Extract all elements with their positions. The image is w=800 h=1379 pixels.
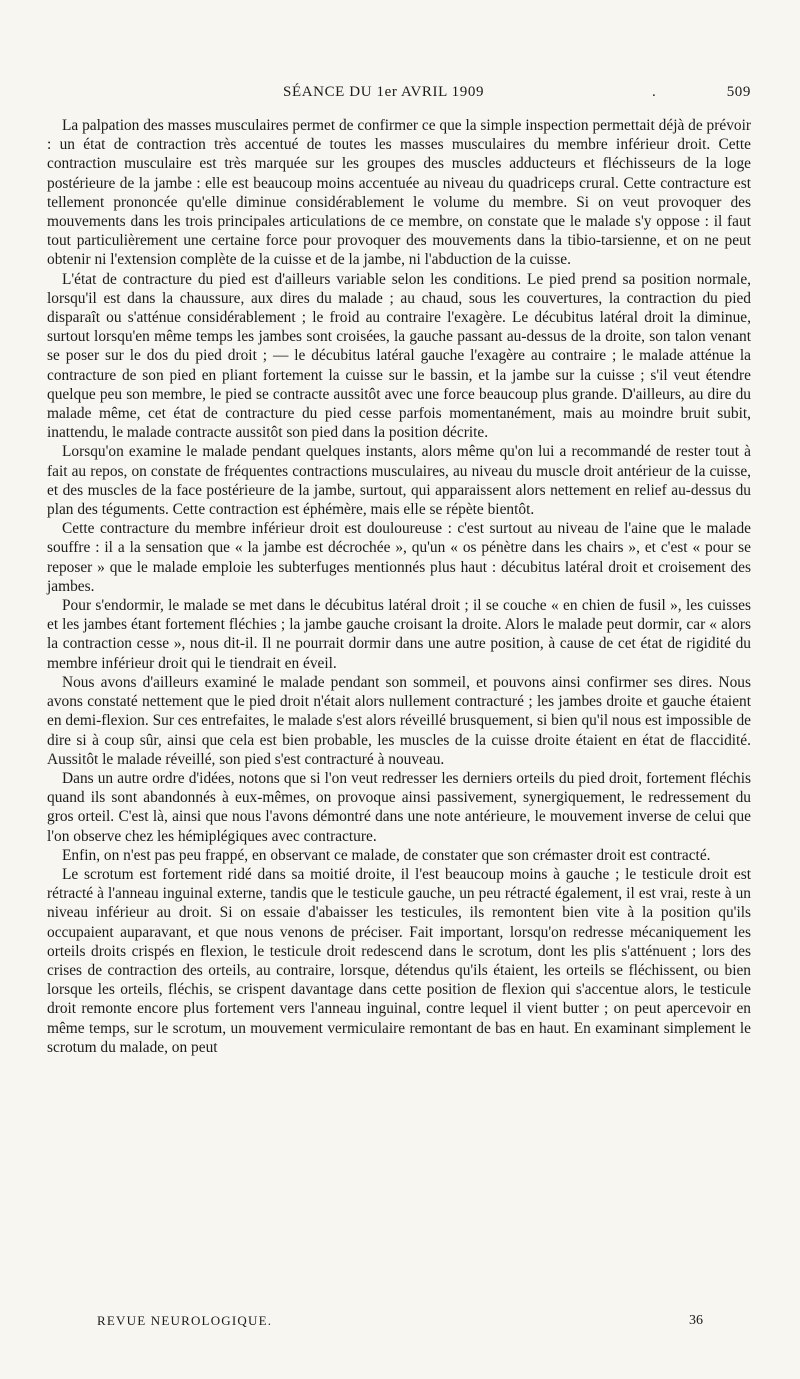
page-number: 509	[726, 84, 751, 100]
paragraph: Cette contracture du membre inférieur droit est douloureuse : c'est surtout au niveau de l'aine que le malade souffre : il a la sensation que « la jambe est décrochée », qu'un « os pénètre dans les chairs », et c'est « pour se reposer » que le malade emploie les subterfuges mentionnés plus haut : décubitus latéral droit et croisement des jambes.	[47, 520, 751, 595]
body-text	[47, 116, 751, 1057]
paragraph: Le scrotum est fortement ridé dans sa moitié droite, il l'est beaucoup moins à gauche ; le testicule droit est rétracté à l'anneau inguinal externe, tandis que le testicule gauche, un peu rétracté également, il est vrai, reste à un niveau inférieur au droit. Si on essaie d'abaisser les testicules, ils remontent bien vite à la position qu'ils occupaient auparavant, et que nous venons de préciser. Fait important, lorsqu'on redresse mécaniquement les orteils droits crispés en flexion, le testicule droit redescend dans le scrotum, dont les plis s'atténuent ; lors des crises de contraction des orteils, au contraire, lorsque, détendus qu'ils étaient, les orteils se fléchissent, ou bien lorsque les orteils, fléchis, se crispent davantage dans cette position de flexion qui s'accentue alors, le testicule droit remonte encore plus fortement vers l'anneau inguinal, contre lequel il vient butter ; on peut apercevoir en même temps, sur le scrotum, un mouvement vermiculaire remontant de bas en haut. En examinant simplement le scrotum du malade, on peut	[47, 865, 751, 1056]
page-footer	[97, 1313, 751, 1329]
paragraph: L'état de contracture du pied est d'ailleurs variable selon les conditions. Le pied prend sa position normale, lorsqu'il est dans la chaussure, aux dires du malade ; au chaud, sous les couvertures, la contraction du pied disparaît ou s'atténue considérablement ; le froid au contraire l'exagère. Le décubitus latéral droit la diminue, surtout lorsqu'en même temps les jambes sont croisées, la gauche passant au-dessus de la droite, son talon venant se poser sur le dos du pied droit ; — le décubitus latéral gauche l'exagère au contraire ; le malade atténue la contracture de son pied en pliant fortement la cuisse sur le bassin, et la jambe sur la cuisse ; s'il veut étendre quelque peu son membre, le pied se contracte aussitôt avec une force beaucoup plus grande. D'ailleurs, au dire du malade même, cet état de contracture du pied cesse parfois momentanément, mais au moindre bruit subit, inattendu, le malade contracte aussitôt son pied dans la position décrite.	[47, 270, 751, 442]
running-header	[47, 84, 751, 108]
paragraph: La palpation des masses musculaires permet de confirmer ce que la simple inspection permettait déjà de prévoir : un état de contraction très accentué de toutes les masses musculaires du membre inférieur droit. Cette contraction musculaire est très marquée sur les groupes des muscles adducteurs et fléchisseurs de la loge postérieure de la jambe : elle est beaucoup moins accentuée au niveau du quadriceps crural. Cette contracture est tellement prononcée qu'elle diminue considérablement le volume du membre. Si on veut provoquer des mouvements dans les trois principales articulations de ce membre, on constate que le malade s'y oppose : il faut tout particulièrement une certaine force pour provoquer des mouvements dans la tibio-tarsienne, et on ne peut obtenir ni l'extension complète de la cuisse et de la jambe, ni l'abduction de la cuisse.	[47, 117, 751, 269]
journal-name: REVUE NEUROLOGIQUE.	[97, 1313, 273, 1328]
paragraph: Enfin, on n'est pas peu frappé, en observant ce malade, de constater que son crémaster droit est contracté.	[62, 846, 711, 864]
signature-mark: 36	[689, 1313, 703, 1328]
paragraph: Nous avons d'ailleurs examiné le malade pendant son sommeil, et pouvons ainsi confirmer ses dires. Nous avons constaté nettement que le pied droit n'était alors nullement contracturé ; les jambes droite et gauche étaient en demi-flexion. Sur ces entrefaites, le malade s'est alors réveillé brusquement, si bien qu'il nous est impossible de dire si à coup sûr, ainsi que cela est bien probable, les muscles de la cuisse droite étaient en état de flaccidité. Aussitôt le malade réveillé, son pied s'est contracturé à nouveau.	[47, 673, 751, 768]
paragraph: Pour s'endormir, le malade se met dans le décubitus latéral droit ; il se couche « en chien de fusil », les cuisses et les jambes étant fortement fléchies ; la jambe gauche croisant la droite. Alors le malade peut dormir, car « alors la contraction cesse », nous dit-il. Il ne pourrait dormir dans une autre position, à cause de cet état de rigidité du membre inférieur droit qui le tiendrait en éveil.	[47, 597, 751, 672]
paragraph: Lorsqu'on examine le malade pendant quelques instants, alors même qu'on lui a recommandé de rester tout à fait au repos, on constate de fréquentes contractions musculaires, au niveau du muscle droit antérieur de la cuisse, et des muscles de la face postérieure de la jambe, surtout, qui apparaissent alors nettement en relief au-dessus du plan des téguments. Cette contraction est éphémère, mais elle se répète bientôt.	[47, 443, 751, 519]
paragraph: Dans un autre ordre d'idées, notons que si l'on veut redresser les derniers orteils du pied droit, fortement fléchis quand ils sont abandonnés à eux-mêmes, on provoque ainsi passivement, synergiquement, le redressement du gros orteil. C'est là, ainsi que nous l'avons démontré dans une note antérieure, le mouvement inverse de celui que l'on observe chez les hémiplégiques avec contracture.	[47, 769, 751, 845]
header-separator: .	[652, 84, 657, 100]
running-title: SÉANCE DU 1er AVRIL 1909	[283, 84, 485, 100]
